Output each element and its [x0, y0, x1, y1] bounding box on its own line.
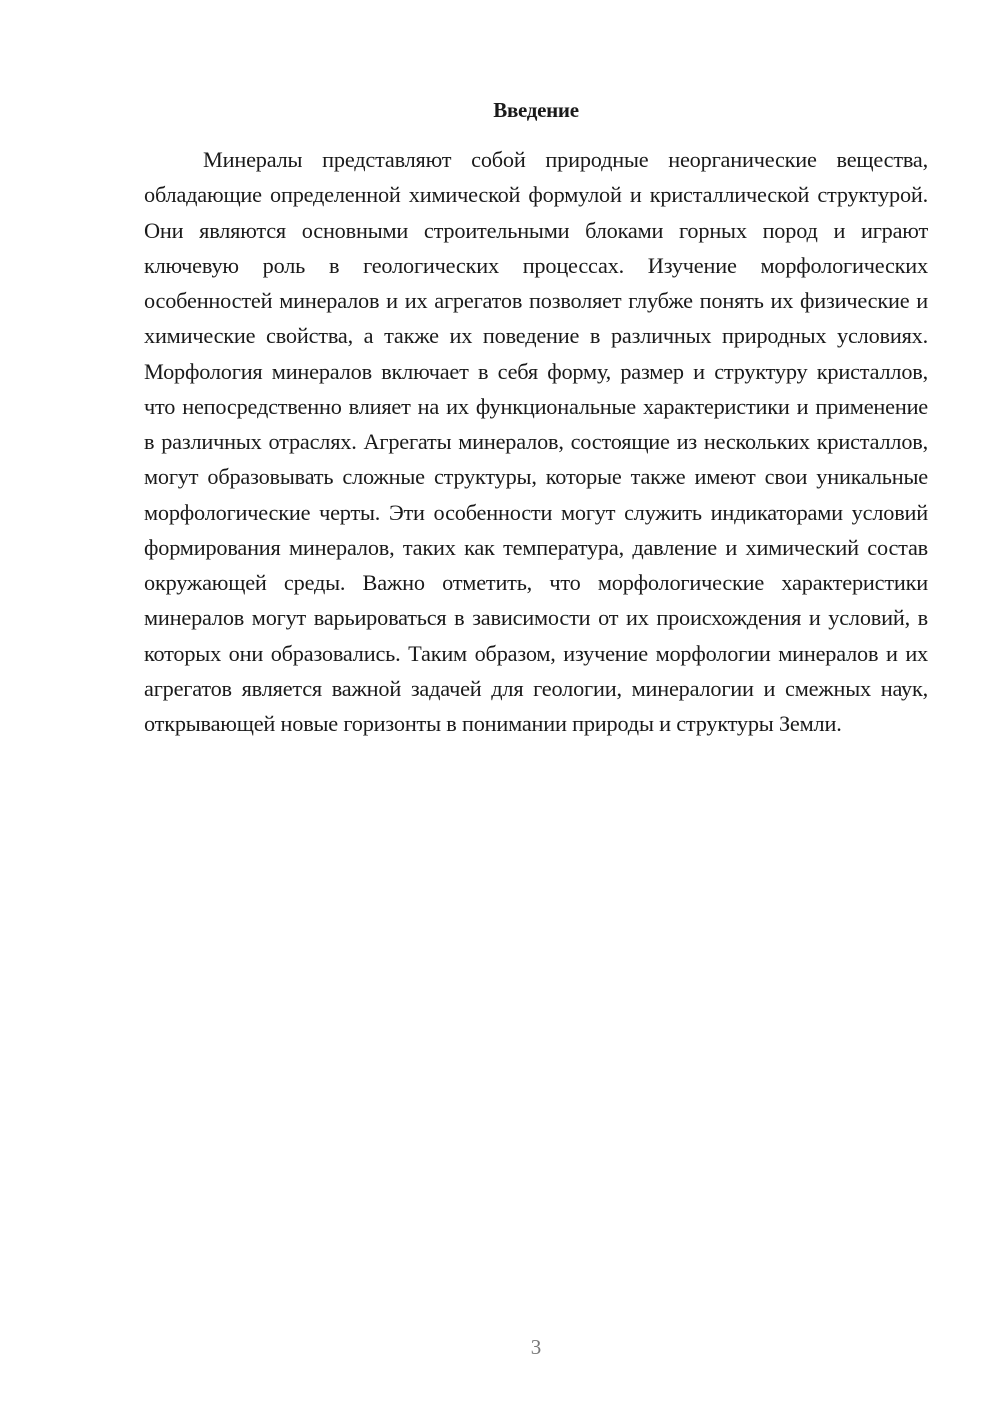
page-title: Введение [493, 98, 579, 122]
page-number: 3 [530, 1335, 542, 1359]
body-paragraph: Минералы представляют собой природные неорганические вещества, обладающие определенной химической формулой и кристаллической структурой. Они являются основными строительными блоками горных пород и играют ключевую роль в геологических процессах. Изучение морфологических особенностей минералов и их агрегатов позволяет глубже понять их физические и химические свойства, а также их поведение в различных природных условиях. Морфология минералов включает в себя форму, размер и структуру кристаллов, что непосредственно влияет на их функциональные характеристики и применение в различных отраслях. Агрегаты минералов, состоящие из нескольких кристаллов, могут образовывать сложные структуры, которые также имеют свои уникальные морфологические черты. Эти особенности могут служить индикаторами условий формирования минералов, таких как температура, давление и химический состав окружающей среды. Важно отметить, что морфологические характеристики минералов могут варьироваться в зависимости от их происхождения и условий, в которых они образовались. Таким образом, изучение морфологии минералов и их агрегатов является важной задачей для геологии, минералогии и смежных наук, открывающей новые горизонты в понимании природы и структуры Земли. [144, 147, 928, 736]
